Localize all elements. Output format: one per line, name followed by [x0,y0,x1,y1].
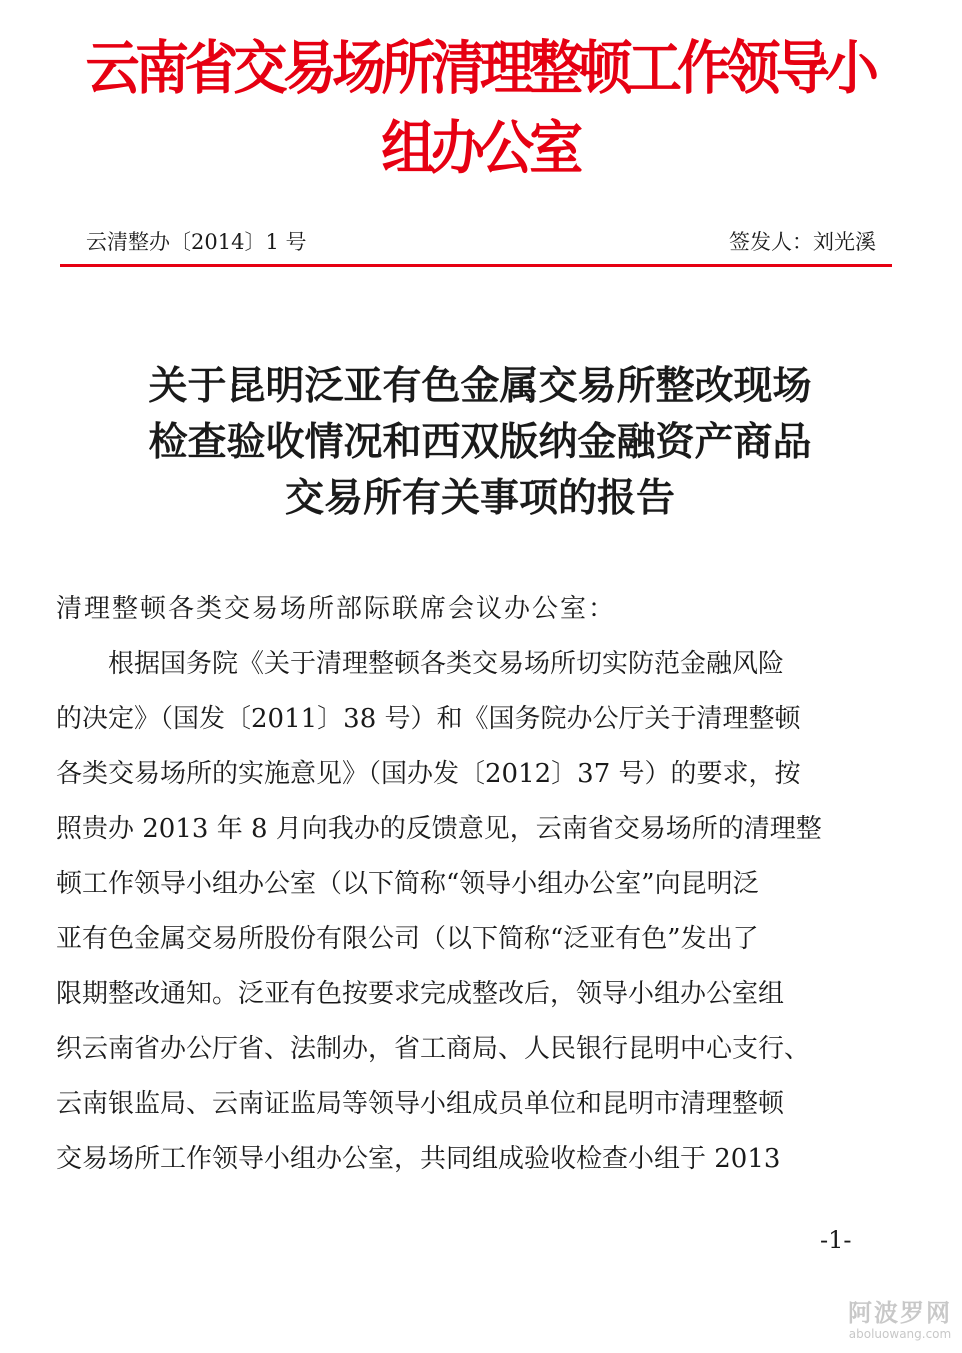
report-title-line: 交易所有关事项的报告 [284,475,675,521]
body-line: 织云南省办公厅省、法制办，省工商局、人民银行昆明中心支行、 [56,1034,811,1064]
body-line: 各类交易场所的实施意见》（国办发〔2012〕37 号）的要求，按 [56,759,801,789]
header-divider [60,264,892,267]
body-line: 的决定》（国发〔2011〕38 号）和《国务院办公厅关于清理整顿 [56,704,801,734]
report-body [56,582,896,1187]
document-meta-row [86,224,876,260]
body-line: 顿工作领导小组办公室（以下简称“领导小组办公室”向昆明泛 [56,869,759,899]
watermark-main: 阿波罗网 [848,1299,952,1327]
report-title-line: 检查验收情况和西双版纳金融资产商品 [148,419,812,465]
report-title [80,358,880,526]
salutation: 清理整顿各类交易场所部际联席会议办公室： [56,594,617,624]
issuing-office-title: 云南省交易场所清理整顿工作领导小组办公室 [85,34,875,182]
document-number: 云清整办〔2014〕1 号 [86,230,307,254]
site-watermark [848,1300,952,1342]
body-line: 根据国务院《关于清理整顿各类交易场所切实防范金融风险 [56,649,785,679]
body-line: 交易场所工作领导小组办公室，共同组成验收检查小组于 2013 [56,1144,781,1174]
body-line: 照贵办 2013 年 8 月向我办的反馈意见，云南省交易场所的清理整 [56,814,822,844]
signer: 签发人：刘光溪 [729,230,876,254]
body-line: 云南银监局、云南证监局等领导小组成员单位和昆明市清理整顿 [56,1089,785,1119]
report-title-line: 关于昆明泛亚有色金属交易所整改现场 [148,363,812,409]
body-line: 限期整改通知。泛亚有色按要求完成整改后，领导小组办公室组 [56,979,785,1009]
watermark-sub: aboluowang.com [848,1327,952,1341]
page-number: -1- [820,1226,852,1254]
body-line: 亚有色金属交易所股份有限公司（以下简称“泛亚有色”发出了 [56,924,759,954]
